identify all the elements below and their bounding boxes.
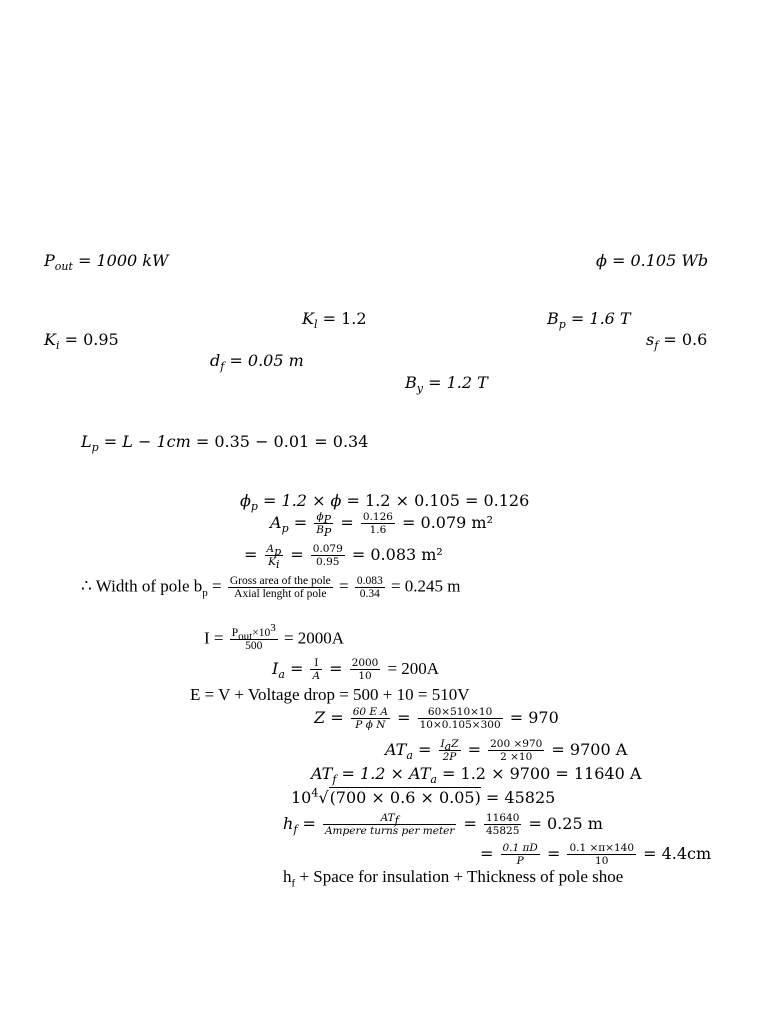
pole-width-result: = 0.245 m [390, 576, 461, 596]
pole-length-expr: = 0.35 − 0.01 = 0.34 [195, 432, 369, 451]
conductors-equation: Z = $\frac{\text{60 E A}}{\text{P ϕ N}}$ = $\frac{60\times 510\times 10}{10\times 0.105\times 300}$ = 970 [314, 706, 559, 731]
pole-pitch-numeric-fraction [567, 842, 636, 867]
armature-current-num: 2000 [351, 657, 379, 669]
armature-at-numeric-fraction [488, 738, 544, 763]
conductors-symbolic-fraction: $\frac{\text{60 E A}}{\text{P ϕ N}}$ [352, 706, 388, 731]
conductors-num: 60×510×10 [418, 706, 503, 719]
current-fraction [230, 622, 278, 652]
armature-current-numeric-fraction [350, 657, 381, 682]
pole-area-symbolic-fraction: $\frac{\phi_P}{B_P}$ [316, 511, 332, 540]
field-height-equation: $h_f$ = $\frac{AT_f}{\text{Ampere turns per meter}}$ = $\frac{11640}{45825}$ = 0.25 m [283, 812, 603, 837]
pole-area-equation: $A_p$ = $\frac{\phi_P}{B_P}$ = $\frac{0.126}{1.6}$ = 0.079 m² [270, 511, 494, 540]
p-out-value: 1000 kW [96, 251, 169, 270]
conductors-result: = 970 [509, 708, 559, 727]
pole-area-result: = 0.079 m² [402, 513, 494, 532]
pole-area-numeric-fraction [361, 511, 395, 536]
given-k-i: $K_i = 0.95$ [44, 330, 119, 353]
gross-area-num: 0.079 [312, 543, 343, 555]
current-result: = 2000A [283, 628, 345, 648]
phi-value: 0.105 Wb [630, 251, 709, 270]
pole-width-equation: ∴ Width of pole $b_p$ = $\frac{\text{Gross area of the pole}}{\text{Axial lenght of pole}}$ = $\frac{0.083}{0.34}$ = 0.245 m [81, 575, 461, 600]
pole-flux-equation: $\phi_p = 1.2 \times \phi = 1.2 \times 0.105 = 0.126$ [240, 491, 530, 514]
armature-at-symbolic-fraction: $\frac{I_aZ}{2P}$ [440, 738, 459, 763]
pole-width-num: 0.083 [356, 575, 383, 587]
pole-pitch-den: 10 [595, 855, 609, 867]
current-num-sub: out [238, 630, 253, 643]
armature-at-num: 200 ×970 [490, 738, 543, 750]
armature-current-result: = 200A [387, 659, 440, 678]
given-b-p: $B_p = 1.6$ T [547, 309, 631, 332]
at-per-meter-exp: 4 [311, 786, 319, 800]
pole-width-frac-den: Axial lenght of pole [234, 588, 327, 600]
field-height-num: 11640 [486, 812, 520, 824]
field-height-symbolic-fraction: $\frac{AT_f}{\text{Ampere turns per meter}}$ [324, 812, 455, 837]
at-per-meter-result: = 45825 [485, 788, 556, 807]
pole-area-den: 1.6 [369, 524, 387, 536]
given-d-f: $d_f = 0.05$ m [210, 351, 304, 374]
total-height-label: h [283, 867, 292, 886]
pole-width-den: 0.34 [359, 588, 380, 600]
armature-current-symbolic-fraction: $\frac{I}{A}$ [312, 657, 321, 682]
at-per-meter-base: 10 [291, 788, 312, 807]
field-at-equation: $AT_f = 1.2 \times AT_a = 1.2 \times 9700 = 11640$ A [311, 764, 642, 787]
pole-flux-expr: = 1.2 × 0.105 = 0.126 [346, 491, 530, 510]
given-b-y: $B_y = 1.2$ T [405, 373, 488, 396]
current-num-rest: ×10 [252, 627, 271, 639]
current-num-p: P [231, 627, 239, 639]
field-height-result: = 0.25 m [528, 814, 603, 833]
pole-pitch-symbolic-fraction: $\frac{0.1 \pi D}{P}$ [502, 842, 538, 867]
armature-current-den: 10 [358, 670, 372, 682]
pole-length-equation: $L_p = L - 1cm = 0.35 - 0.01 = 0.34$ [81, 432, 369, 455]
current-equation: I = $\frac{P_{out}\times 10^3}{500}$ = 2000A [204, 622, 345, 652]
at-per-meter-radicand: (700 × 0.6 × 0.05) [329, 788, 481, 807]
total-height-label-sub: f [291, 877, 296, 890]
armature-at-result: = 9700 A [551, 740, 628, 759]
current-den: 500 [245, 640, 263, 652]
total-height-expr: + Space for insulation + Thickness of pole shoe [299, 867, 624, 886]
k-l-value: 1.2 [341, 309, 367, 328]
given-k-l: $K_l = 1.2$ [302, 309, 367, 332]
pole-pitch-equation: = $\frac{0.1 \pi D}{P}$ = $\frac{0.1 \times\pi\times 140}{10}$ = 4.4cm [480, 842, 712, 867]
given-phi: ϕ = 0.105 Wb [596, 251, 709, 270]
k-i-value: 0.95 [83, 330, 119, 349]
s-f-value: 0.6 [681, 330, 708, 349]
emf-equation: E = V + Voltage drop = 500 + 10 = 510V [190, 685, 470, 704]
pole-width-text-fraction [228, 575, 333, 600]
armature-at-den: 2 ×10 [500, 751, 533, 763]
armature-at-equation: $AT_a$ = $\frac{I_aZ}{2P}$ = $\frac{200 \times 970}{2 \times 10}$ = 9700 A [385, 738, 628, 763]
gross-area-den: 0.95 [316, 556, 340, 568]
gross-area-symbolic-fraction: $\frac{A_p}{K_i}$ [266, 543, 282, 572]
pole-area-num: 0.126 [362, 511, 393, 523]
pole-width-label-sub: p [202, 586, 208, 599]
gross-area-numeric-fraction [311, 543, 345, 568]
total-height-equation [283, 867, 624, 890]
b-p-value: 1.6 T [589, 309, 631, 328]
pole-width-label: ∴ Width of pole b [81, 576, 203, 596]
conductors-den: 10×0.105×300 [419, 719, 501, 731]
given-s-f: $s_f = 0.6$ [646, 330, 708, 353]
pole-pitch-result: = 4.4cm [643, 844, 712, 863]
given-p-out: $P_{out} = 1000$ kW [44, 251, 169, 274]
pole-width-frac-num: Gross area of the pole [229, 575, 331, 587]
field-height-den: 45825 [486, 825, 520, 837]
field-at-expr: = 1.2 × 9700 = 11640 A [442, 764, 642, 783]
pole-pitch-num: 0.1 ×π×140 [569, 842, 635, 854]
conductors-numeric-fraction [418, 706, 503, 731]
gross-area-equation: = $\frac{A_p}{K_i}$ = $\frac{0.079}{0.95}$ = 0.083 m² [244, 543, 443, 572]
field-height-numeric-fraction [484, 812, 521, 837]
d-f-value: 0.05 m [247, 351, 304, 370]
pole-width-numeric-fraction [355, 575, 385, 600]
armature-current-equation: $I_a$ = $\frac{I}{A}$ = $\frac{2000}{10}$ = 200A [272, 657, 440, 682]
at-per-meter-equation: $10^4√(700 \times 0.6 \times 0.05) = 45825$ [291, 786, 556, 807]
gross-area-result: = 0.083 m² [351, 545, 443, 564]
b-y-value: 1.2 T [446, 373, 488, 392]
current-num-sup: 3 [270, 622, 276, 635]
field-height-frac-den: Ampere turns per meter [324, 825, 455, 837]
